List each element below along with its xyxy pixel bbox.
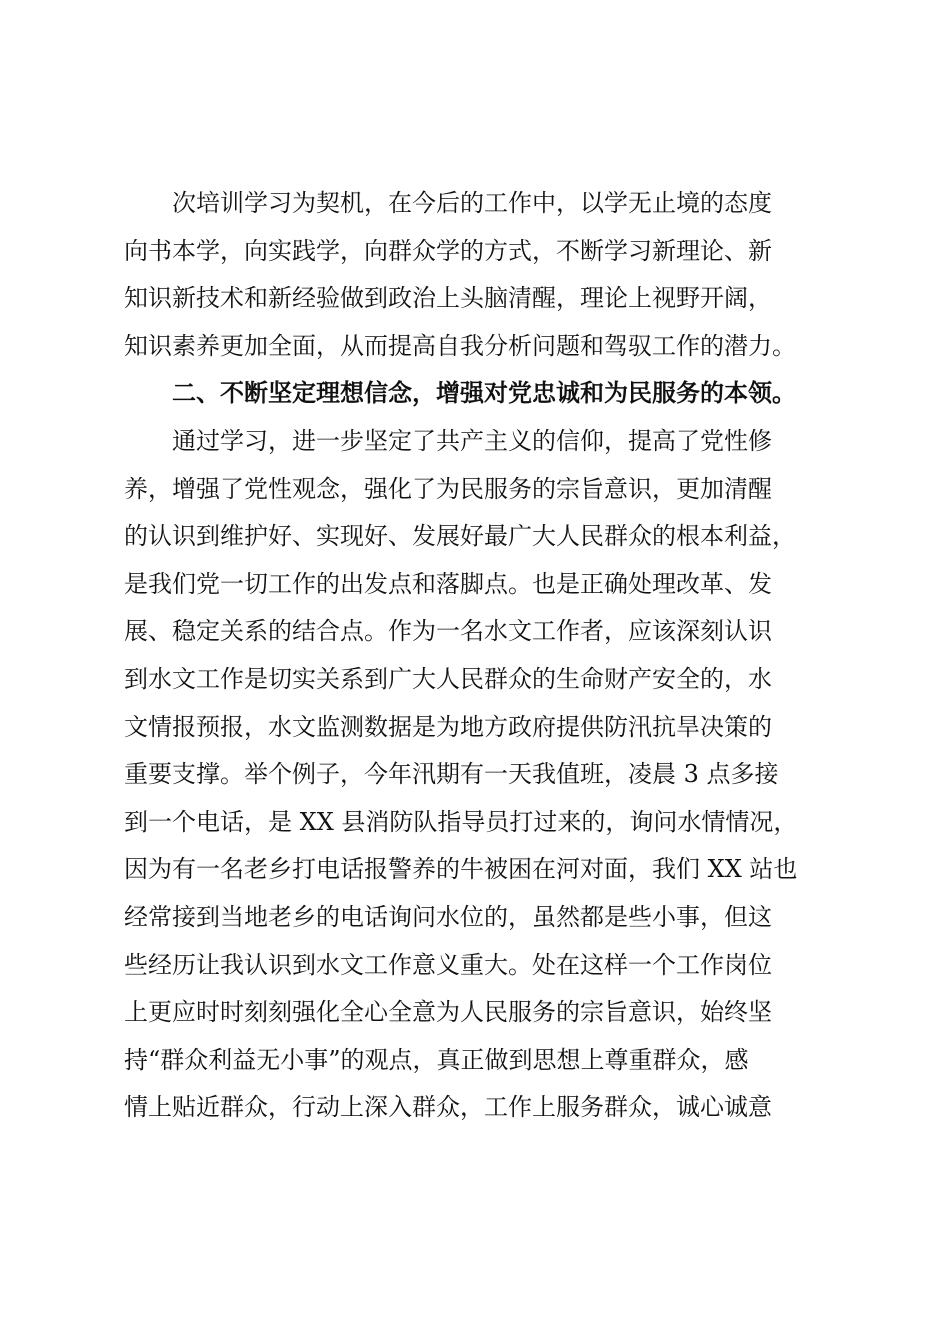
paragraph-line: 上更应时时刻刻强化全心全意为人民服务的宗旨意识，始终坚 bbox=[124, 998, 772, 1027]
section-heading: 二、不断坚定理想信念，增强对党忠诚和为民服务的本领。 bbox=[172, 379, 796, 408]
paragraph-line: 次培训学习为契机，在今后的工作中，以学无止境的态度 bbox=[172, 189, 772, 217]
paragraph-line: 是我们党一切工作的出发点和落脚点。也是正确处理改革、发 bbox=[124, 569, 772, 598]
paragraph-line: 些经历让我认识到水文工作意义重大。处在这样一个工作岗位 bbox=[124, 950, 772, 979]
paragraph-line: 重要支撑。举个例子，今年汛期有一天我值班，凌晨 3 点多接 bbox=[124, 760, 779, 789]
paragraph-line: 向书本学，向实践学，向群众学的方式，不断学习新理论、新 bbox=[124, 236, 772, 265]
paragraph-line: 展、稳定关系的结合点。作为一名水文工作者，应该深刻认识 bbox=[124, 617, 772, 646]
paragraph-2 bbox=[124, 418, 844, 1132]
paragraph-line: 因为有一名老乡打电话报警养的牛被困在河对面，我们 XX 站也 bbox=[124, 855, 798, 884]
paragraph-line: 通过学习，进一步坚定了共产主义的信仰，提高了党性修 bbox=[172, 426, 772, 455]
paragraph-line: 文情报预报，水文监测数据是为地方政府提供防汛抗旱决策的 bbox=[124, 712, 772, 741]
paragraph-line: 知识素养更加全面，从而提高自我分析问题和驾驭工作的潜力。 bbox=[124, 331, 796, 360]
paragraph-line: 养，增强了党性观念，强化了为民服务的宗旨意识，更加清醒 bbox=[124, 474, 772, 503]
paragraph-line: 到一个电话，是 XX 县消防队指导员打过来的，询问水情情况， bbox=[124, 807, 798, 836]
document-body bbox=[124, 180, 844, 1132]
paragraph-1 bbox=[124, 180, 844, 370]
paragraph-line: 情上贴近群众，行动上深入群众，工作上服务群众，诚心诚意 bbox=[124, 1093, 772, 1122]
paragraph-line: 知识新技术和新经验做到政治上头脑清醒，理论上视野开阔， bbox=[124, 284, 772, 313]
paragraph-line: 经常接到当地老乡的电话询问水位的，虽然都是些小事，但这 bbox=[124, 902, 772, 931]
paragraph-line: 持“群众利益无小事”的观点，真正做到思想上尊重群众，感 bbox=[124, 1045, 749, 1074]
paragraph-line: 到水文工作是切实关系到广大人民群众的生命财产安全的，水 bbox=[124, 664, 772, 693]
paragraph-line: 的认识到维护好、实现好、发展好最广大人民群众的根本利益， bbox=[124, 522, 796, 551]
